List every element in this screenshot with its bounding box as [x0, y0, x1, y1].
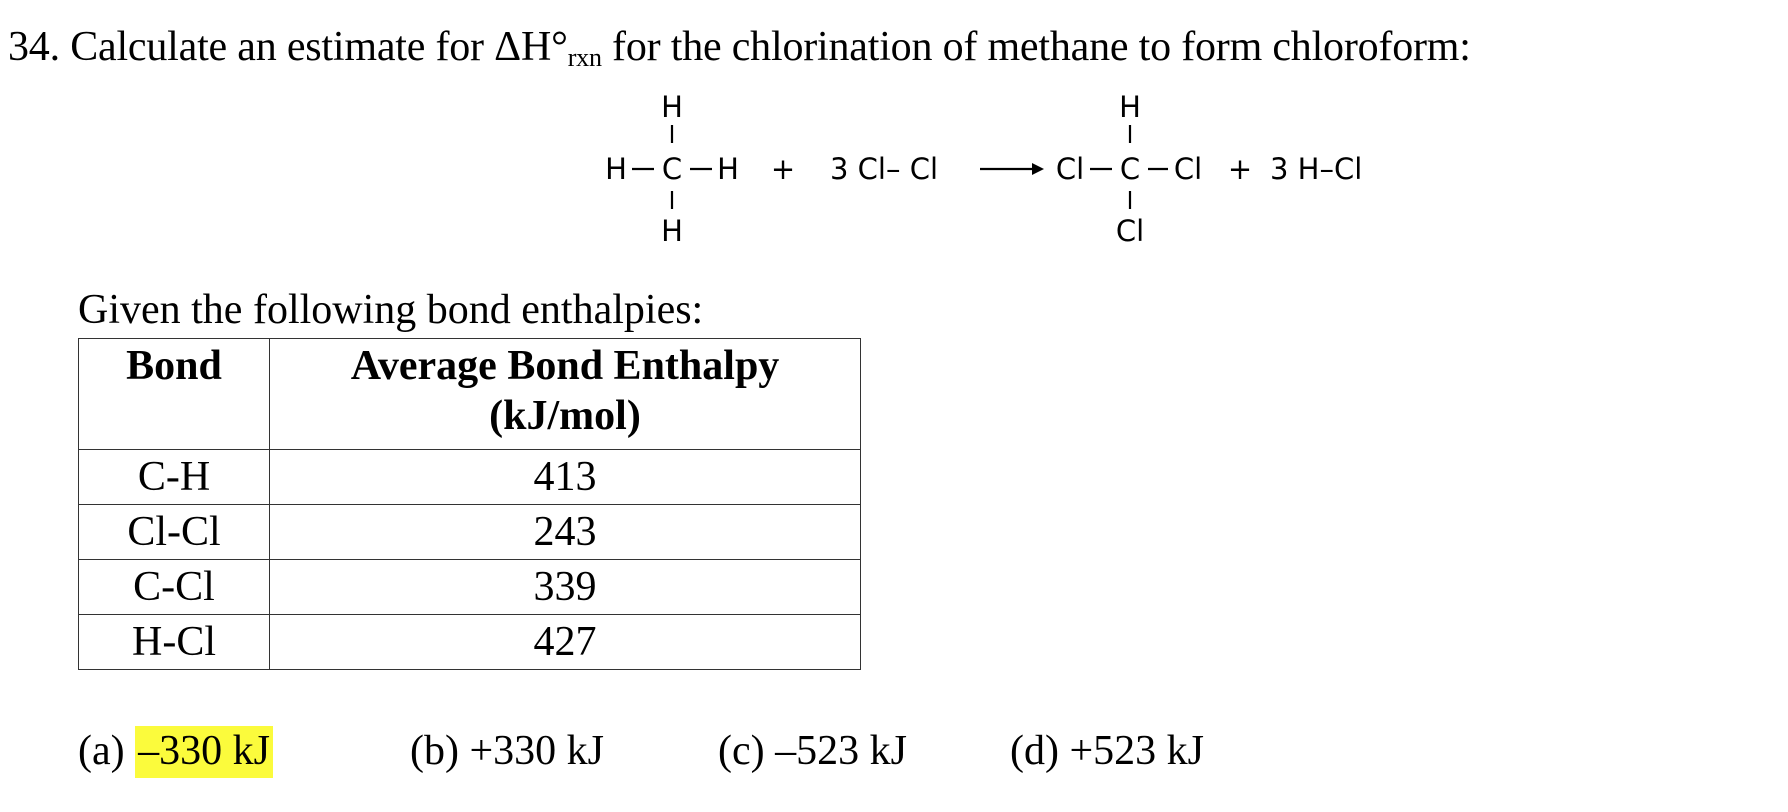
- plus-sign-2: +: [1227, 152, 1253, 186]
- header-enthalpy: [270, 339, 861, 450]
- rxn-subscript: rxn: [567, 43, 602, 72]
- header-enthalpy-title: Average Bond Enthalpy: [350, 343, 780, 389]
- choice-c-label: (c): [718, 728, 776, 774]
- question-suffix: for the chlorination of methane to form chloroform:: [601, 24, 1471, 70]
- given-text: Given the following bond enthalpies:: [78, 287, 704, 333]
- choice-b-label: (b): [410, 728, 470, 774]
- bond-cell: Cl-Cl: [79, 505, 270, 560]
- choice-a-value-highlighted: –330 kJ: [135, 726, 273, 778]
- chloroform-left-cl: Cl: [1055, 152, 1085, 186]
- choice-d-value: +523 kJ: [1069, 728, 1205, 774]
- methane-top-h: H: [661, 90, 683, 124]
- table-row: [79, 505, 861, 560]
- bond-enthalpy-table: [78, 338, 861, 670]
- question-prefix: 34. Calculate an estimate for ΔH°: [8, 24, 568, 70]
- choice-b: [410, 726, 604, 776]
- enthalpy-cell: 427: [270, 615, 861, 670]
- bond-cell: H-Cl: [79, 615, 270, 670]
- choice-b-value: +330 kJ: [469, 728, 605, 774]
- methane-right-h: H: [717, 152, 739, 186]
- question-text: [8, 22, 1471, 72]
- header-bond: Bond: [79, 339, 270, 450]
- table-row: [79, 450, 861, 505]
- table-row: [79, 560, 861, 615]
- reaction-svg: [600, 85, 1390, 260]
- enthalpy-cell: 243: [270, 505, 861, 560]
- methane-left-h: H: [605, 152, 627, 186]
- choice-a: [78, 726, 273, 776]
- choice-c: [718, 726, 907, 776]
- chlorine-reagent: 3 Cl– Cl: [830, 152, 938, 186]
- methane-bottom-h: H: [661, 214, 683, 248]
- table-row: [79, 615, 861, 670]
- methane-center-c: C: [661, 152, 683, 186]
- plus-sign-1: +: [770, 152, 796, 186]
- bond-cell: C-Cl: [79, 560, 270, 615]
- bond-cell: C-H: [79, 450, 270, 505]
- choice-c-value: –523 kJ: [775, 728, 907, 774]
- hcl-product: 3 H–Cl: [1270, 152, 1363, 186]
- table-header-row: [79, 339, 861, 450]
- enthalpy-cell: 339: [270, 560, 861, 615]
- choice-a-label: (a): [78, 728, 136, 774]
- chloroform-center-c: C: [1119, 152, 1141, 186]
- choice-d: [1010, 726, 1204, 776]
- chloroform-top-h: H: [1119, 90, 1141, 124]
- choice-d-label: (d): [1010, 728, 1070, 774]
- chloroform-right-cl: Cl: [1173, 152, 1203, 186]
- reaction-arrow-head: [1032, 163, 1044, 175]
- enthalpy-cell: 413: [270, 450, 861, 505]
- header-enthalpy-unit: (kJ/mol): [489, 393, 641, 439]
- reaction-equation: [600, 85, 1390, 260]
- chloroform-bottom-cl: Cl: [1115, 214, 1145, 248]
